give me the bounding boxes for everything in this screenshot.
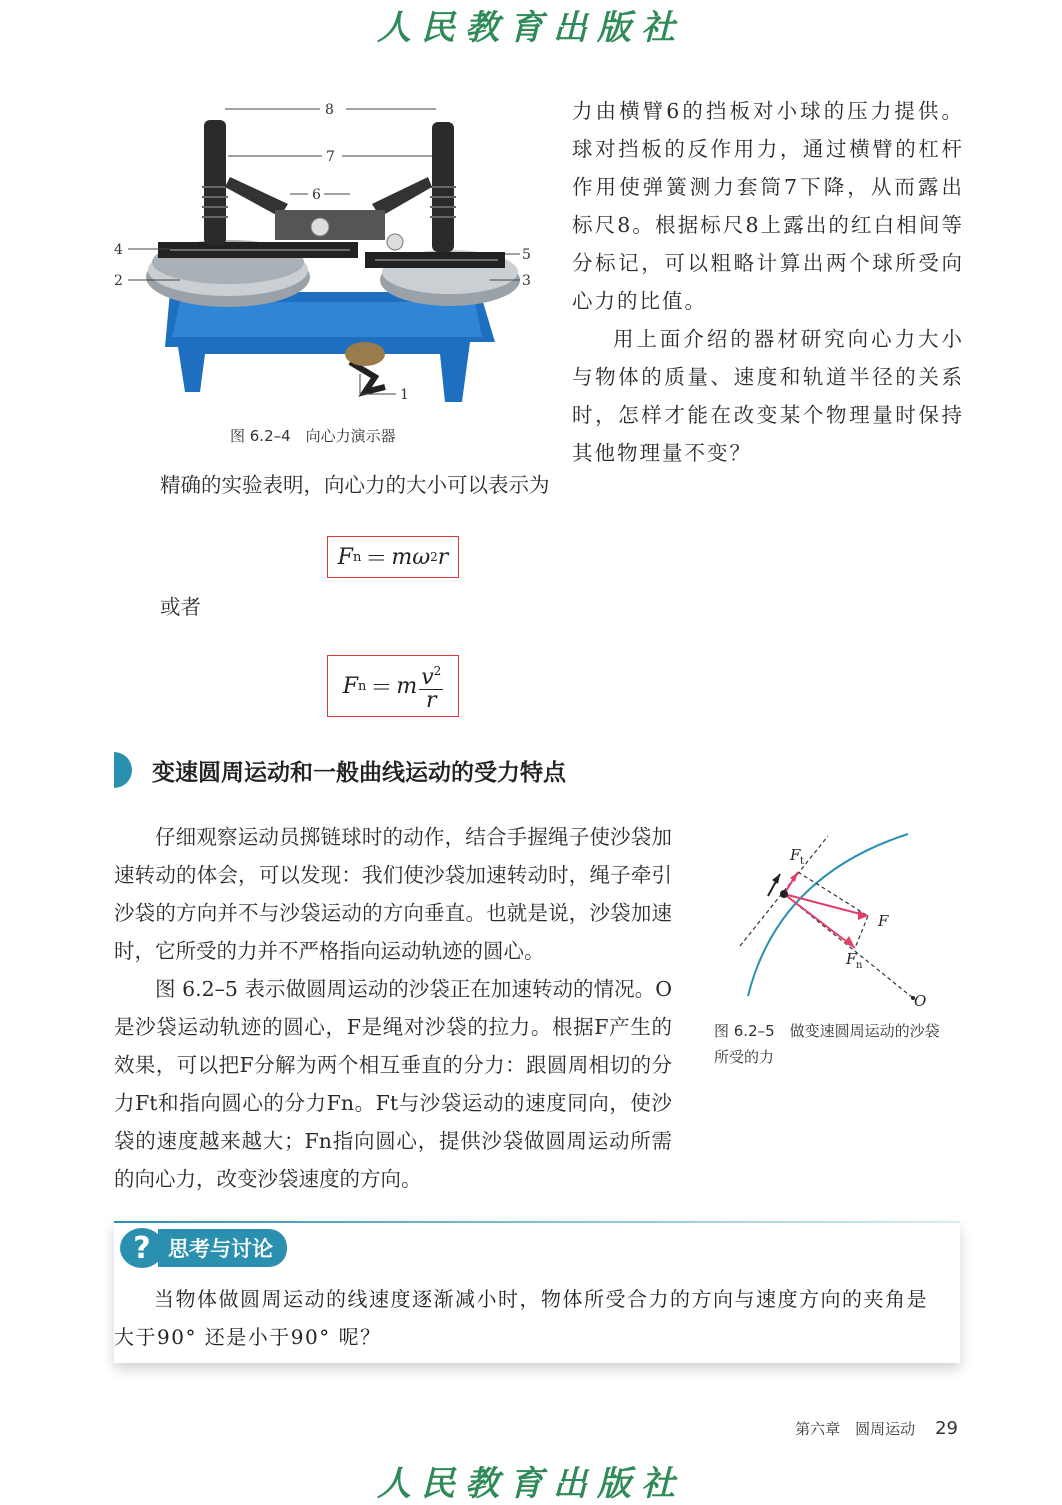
publisher-logo-bottom: 人民教育出版社 — [377, 1464, 685, 1504]
formula-lhs: F — [337, 544, 353, 570]
formula-rhs: m — [396, 673, 418, 699]
formula-exp: 2 — [430, 550, 438, 564]
page-footer-info — [795, 1418, 958, 1439]
formula-sub: n — [352, 549, 362, 565]
figure-label: 8 — [325, 102, 334, 118]
formula-rhs-r: r — [437, 544, 449, 570]
figure-label: 1 — [400, 387, 409, 403]
formula-lhs: F — [342, 673, 358, 699]
formula-eq: ＝ — [365, 546, 388, 572]
or-text: 或者 — [160, 595, 201, 619]
paragraph: 仔细观察运动员掷链球时的动作，结合手握绳子使沙袋加速转动的体会，可以发现：我们使沙袋加速转动时，绳子牵引沙袋的方向并不与沙袋运动的方向垂直。也就是说，沙袋加速时，它所受的力并不严格指向运动轨迹的圆心。 — [114, 825, 672, 963]
ft-label: F — [790, 846, 801, 864]
section-marker — [114, 752, 132, 788]
paragraph: 图 6.2–5 表示做圆周运动的沙袋正在加速转动的情况。O是沙袋运动轨迹的圆心，F是绳对沙袋的拉力。根据F产生的效果，可以把F分解为两个相互垂直的分力：跟圆周相切的分力Ft和指向圆心的分力Fn。Ft与沙袋运动的速度同向，使沙袋的速度越来越大；Fn指向圆心，提供沙袋做圆周运动所需的向心力，改变沙袋速度的方向。 — [114, 977, 672, 1191]
figure-label: 4 — [114, 242, 123, 258]
formula-eq: ＝ — [370, 675, 393, 701]
fn-label: F — [846, 950, 857, 968]
svg-text:n: n — [856, 960, 863, 971]
svg-text:t: t — [800, 856, 805, 867]
question-icon: ? — [120, 1228, 164, 1268]
section-body — [114, 818, 672, 1198]
sandbag-point — [780, 890, 788, 898]
discussion-text — [114, 1280, 944, 1356]
fraction — [419, 660, 443, 712]
right-column-text — [572, 92, 964, 472]
page-number: 29 — [935, 1418, 958, 1439]
publisher-logo-top: 人民教育出版社 — [377, 8, 685, 48]
section-title: 变速圆周运动和一般曲线运动的受力特点 — [152, 759, 566, 786]
formula-box — [327, 655, 459, 717]
discussion-label: 思考与讨论 — [158, 1229, 287, 1267]
fraction-denominator: r — [425, 688, 437, 713]
figure-caption: 图 6.2–5 做变速圆周运动的沙袋 — [714, 1022, 940, 1040]
figure-force-diagram — [718, 826, 968, 1016]
o-label: O — [914, 992, 927, 1010]
formula-sub: n — [357, 678, 367, 694]
fraction-numerator: $v^2$ — [419, 660, 443, 690]
section-heading — [114, 752, 566, 788]
figure-label: 7 — [326, 149, 335, 165]
formula-box — [327, 536, 459, 578]
figure-caption: 图 6.2–4 向心力演示器 — [230, 427, 396, 445]
chapter-title: 第六章 圆周运动 — [795, 1420, 916, 1438]
fn-arrow — [784, 894, 855, 948]
figure-label: 6 — [312, 187, 321, 203]
formula-rhs: mω — [391, 544, 431, 570]
f-label: F — [878, 912, 889, 930]
figure-caption: 所受的力 — [714, 1048, 775, 1066]
figure-label: 2 — [114, 273, 123, 289]
force-diagram — [718, 826, 968, 1016]
figure-label: 3 — [522, 273, 531, 289]
paragraph: 用上面介绍的器材研究向心力大小与物体的质量、速度和轨道半径的关系时，怎样才能在改变某个物理量时保持其他物理量不变？ — [572, 327, 964, 465]
discussion-divider — [114, 1221, 960, 1223]
figure-label: 5 — [522, 247, 531, 263]
paragraph: 力由横臂6的挡板对小球的压力提供。球对挡板的反作用力，通过横臂的杠杆作用使弹簧测力套筒7下降，从而露出标尺8。根据标尺8上露出的红白相间等分标记，可以粗略计算出两个球所受向心力的比值。 — [572, 99, 964, 313]
paragraph: 当物体做圆周运动的线速度逐渐减小时，物体所受合力的方向与速度方向的夹角是大于90° 还是小于90° 呢？ — [114, 1287, 928, 1349]
intro-text: 精确的实验表明，向心力的大小可以表示为 — [160, 473, 550, 497]
f-arrow — [784, 894, 868, 916]
demonstrator-illustration — [110, 92, 550, 422]
discussion-badge — [120, 1226, 287, 1270]
figure-centripetal-demonstrator — [110, 92, 550, 422]
